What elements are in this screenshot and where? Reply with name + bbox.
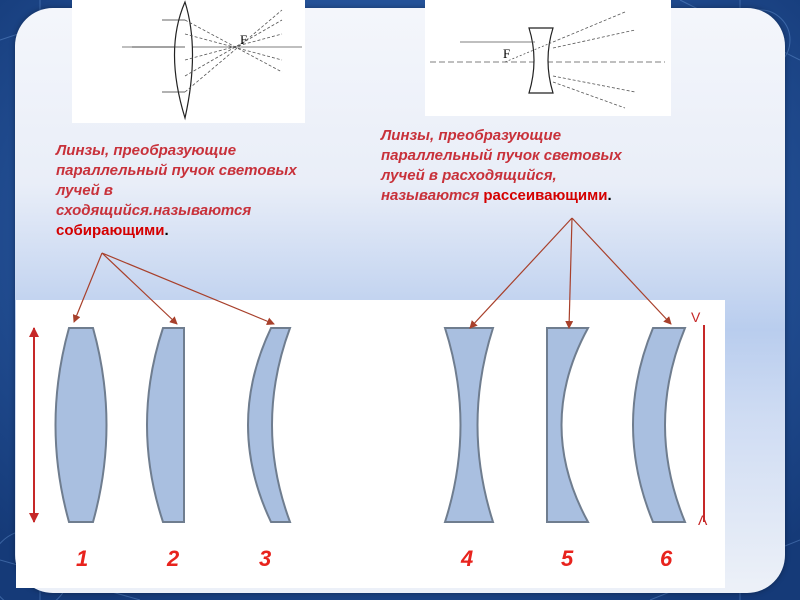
- caption-period: .: [164, 222, 169, 239]
- edge-mark-top: V: [691, 309, 701, 325]
- diverging-term: рассеивающими: [483, 187, 608, 204]
- lens-number-3: 3: [259, 546, 272, 571]
- lens-5-plano-concave: [547, 328, 588, 522]
- lens-number-1: 1: [76, 546, 89, 571]
- caption-line: сходящийся.называются: [56, 202, 252, 219]
- caption-line: Линзы, преобразующие: [56, 142, 237, 159]
- arrow-to-lens-6: [572, 218, 671, 324]
- lens-1-biconvex: [56, 328, 107, 522]
- converging-term: собирающими: [56, 222, 165, 239]
- arrow-to-lens-3: [102, 253, 274, 324]
- caption-line: параллельный пучок световых: [381, 147, 622, 164]
- lens-4-biconcave: [445, 328, 493, 522]
- converging-focus-label: F: [240, 32, 248, 47]
- caption-line: параллельный пучок световых: [56, 162, 297, 179]
- caption-line: Линзы, преобразующие: [381, 127, 562, 144]
- arrow-to-lens-4: [470, 218, 572, 328]
- arrow-to-lens-2: [102, 253, 177, 324]
- caption-period: .: [607, 187, 612, 204]
- lens-number-6: 6: [660, 546, 673, 571]
- lens-6-concave-convex: [633, 328, 685, 522]
- lens-number-4: 4: [461, 546, 474, 571]
- edge-mark-bottom: Λ: [698, 512, 708, 528]
- caption-line: называются: [381, 187, 480, 204]
- lens-2-plano-convex: [147, 328, 184, 522]
- caption-line: лучей в: [56, 182, 113, 199]
- lens-number-2: 2: [167, 546, 180, 571]
- arrow-to-lens-1: [74, 253, 102, 322]
- caption-line: лучей в расходящийся,: [381, 167, 557, 184]
- arrow-to-lens-5: [569, 218, 572, 328]
- lens-number-5: 5: [561, 546, 574, 571]
- diverging-focus-label: F: [503, 46, 511, 61]
